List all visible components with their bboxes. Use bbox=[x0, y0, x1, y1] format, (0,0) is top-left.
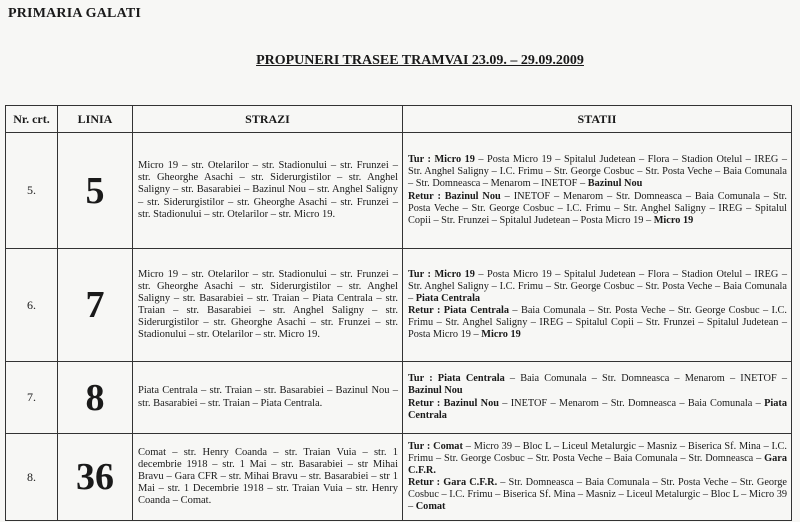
tur-label: Tur : Comat bbox=[408, 440, 463, 452]
table-row bbox=[6, 362, 792, 434]
streets-cell: Micro 19 – str. Otelarilor – str. Stadionului – str. Frunzei – str. Gheorghe Asachi – str. Siderurgistilor – str. Anghel Saligny – str. Basarabiei – str. Traian – Piata Centrala – str. Traian – str. Basarabiei – str. Anghel Saligny – str. Siderurgistilor – str. Gheorghe Asachi – str. Frunzei – str. Stadionului – str. Otelarilor – str. Micro 19. bbox=[133, 249, 403, 362]
tur-terminus: Gara C.F.R. bbox=[408, 452, 787, 476]
retur-terminus: Comat bbox=[415, 501, 446, 513]
streets-cell: Piata Centrala – str. Traian – str. Basarabiei – Bazinul Nou – str. Basarabiei – str. Traian – Piata Centrala. bbox=[133, 362, 403, 434]
table-row bbox=[6, 249, 792, 362]
line-number: 8 bbox=[58, 362, 133, 434]
page-title: PROPUNERI TRASEE TRAMVAI 23.09. – 29.09.2009 bbox=[256, 53, 584, 68]
retur-stations: – Baia Comunala – Str. Posta Veche – Str. George Cosbuc – I.C. Frimu – Str. Anghel Saligny – IREG – Spitalul Copii – Str. Frunzei – Spitalul Judetean – Posta Micro 19 – bbox=[408, 305, 787, 341]
tur-stations: – Posta Micro 19 – Spitalul Judetean – Flora – Stadion Otelul – IREG – Str. Anghel Saligny – I.C. Frimu – Str. George Cosbuc – Str. Posta Veche – Baia Comunala – Str. Domneasca – Menarom – INETOF – bbox=[408, 154, 787, 190]
column-header-nr: Nr. crt. bbox=[6, 106, 58, 133]
row-number: 8. bbox=[6, 434, 58, 521]
tur-label: Tur : Micro 19 bbox=[408, 154, 475, 166]
row-number: 7. bbox=[6, 362, 58, 434]
streets-cell: Micro 19 – str. Otelarilor – str. Stadionului – str. Frunzei – str. Gheorghe Asachi – str. Siderurgistilor – str. Anghel Saligny – str. Basarabiei – Bazinul Nou – str. Anghel Saligny – str. Siderurgistilor – str. Gheorghe Asachi – str. Frunzei – str. Stadionului – str. Otelarilor – str. Micro 19. bbox=[133, 133, 403, 249]
stations-cell bbox=[403, 249, 792, 362]
row-number: 5. bbox=[6, 133, 58, 249]
tur-stations: – Posta Micro 19 – Spitalul Judetean – Flora – Stadion Otelul – IREG – Str. Anghel Saligny – I.C. Frimu – Str. George Cosbuc – Str. Posta Veche – Baia Comunala – bbox=[408, 268, 787, 304]
table-row bbox=[6, 434, 792, 521]
tur-stations: – Baia Comunala – Str. Domneasca – Menarom – INETOF – bbox=[504, 373, 787, 385]
table-row bbox=[6, 133, 792, 249]
stations-cell bbox=[403, 362, 792, 434]
tur-terminus: Piata Centrala bbox=[415, 292, 481, 304]
retur-label: Retur : Bazinul Nou bbox=[408, 397, 499, 409]
tur-stations: – Micro 39 – Bloc L – Liceul Metalurgic – Masniz – Biserica Sf. Mina – I.C. Frimu – Str. George Cosbuc – Str. Posta Veche – Baia Comunala – Str. Domneasca – bbox=[408, 440, 787, 464]
retur-terminus: Piata Centrala bbox=[408, 397, 787, 421]
row-number: 6. bbox=[6, 249, 58, 362]
line-number: 36 bbox=[58, 434, 133, 521]
retur-label: Retur : Piata Centrala bbox=[408, 305, 509, 316]
retur-stations: – Str. Domneasca – Baia Comunala – Str. Posta Veche – Str. George Cosbuc – I.C. Frimu – Biserica Sf. Mina – Masniz – Liceul Metalurgic – Bloc L – Micro 39 – bbox=[408, 477, 787, 513]
retur-label: Retur : Bazinul Nou bbox=[408, 190, 501, 202]
tur-label: Tur : Micro 19 bbox=[408, 268, 475, 280]
tur-label: Tur : Piata Centrala bbox=[408, 373, 505, 385]
column-header-linia: LINIA bbox=[58, 106, 133, 133]
line-number: 5 bbox=[58, 133, 133, 249]
streets-cell: Comat – str. Henry Coanda – str. Traian Vuia – str. 1 decembrie 1918 – str. 1 Mai – str. Basarabiei – str Mihai Bravu – Gara CFR – str. Mihai Bravu – str. Basarabiei – str 1 Mai – str. 1 Decembrie 1918 – str. Traian Vuia – str. Henry Coanda – Comat. bbox=[133, 434, 403, 521]
tur-terminus: Bazinul Nou bbox=[408, 385, 463, 397]
stations-cell bbox=[403, 133, 792, 249]
organization-name: PRIMARIA GALATI bbox=[8, 6, 142, 21]
tur-terminus: Bazinul Nou bbox=[587, 178, 643, 190]
line-number: 7 bbox=[58, 249, 133, 362]
retur-terminus: Micro 19 bbox=[653, 214, 694, 226]
retur-stations: – INETOF – Menarom – Str. Domneasca – Baia Comunala – bbox=[498, 397, 765, 409]
retur-stations: – INETOF – Menarom – Str. Domneasca – Baia Comunala – Str. Posta Veche – Str. George Cosbuc – I.C. Frimu – Str. Anghel Saligny – IREG – Spitalul Copii – Str. Frunzei – Spitalul Judetean – Posta Micro 19 – bbox=[408, 190, 787, 226]
retur-terminus: Micro 19 bbox=[481, 329, 521, 341]
column-header-strazi: STRAZI bbox=[133, 106, 403, 133]
retur-label: Retur : Gara C.F.R. bbox=[408, 477, 498, 488]
table-header-row bbox=[6, 106, 792, 133]
routes-table bbox=[5, 105, 792, 521]
column-header-statii: STATII bbox=[403, 106, 792, 133]
stations-cell bbox=[403, 434, 792, 521]
